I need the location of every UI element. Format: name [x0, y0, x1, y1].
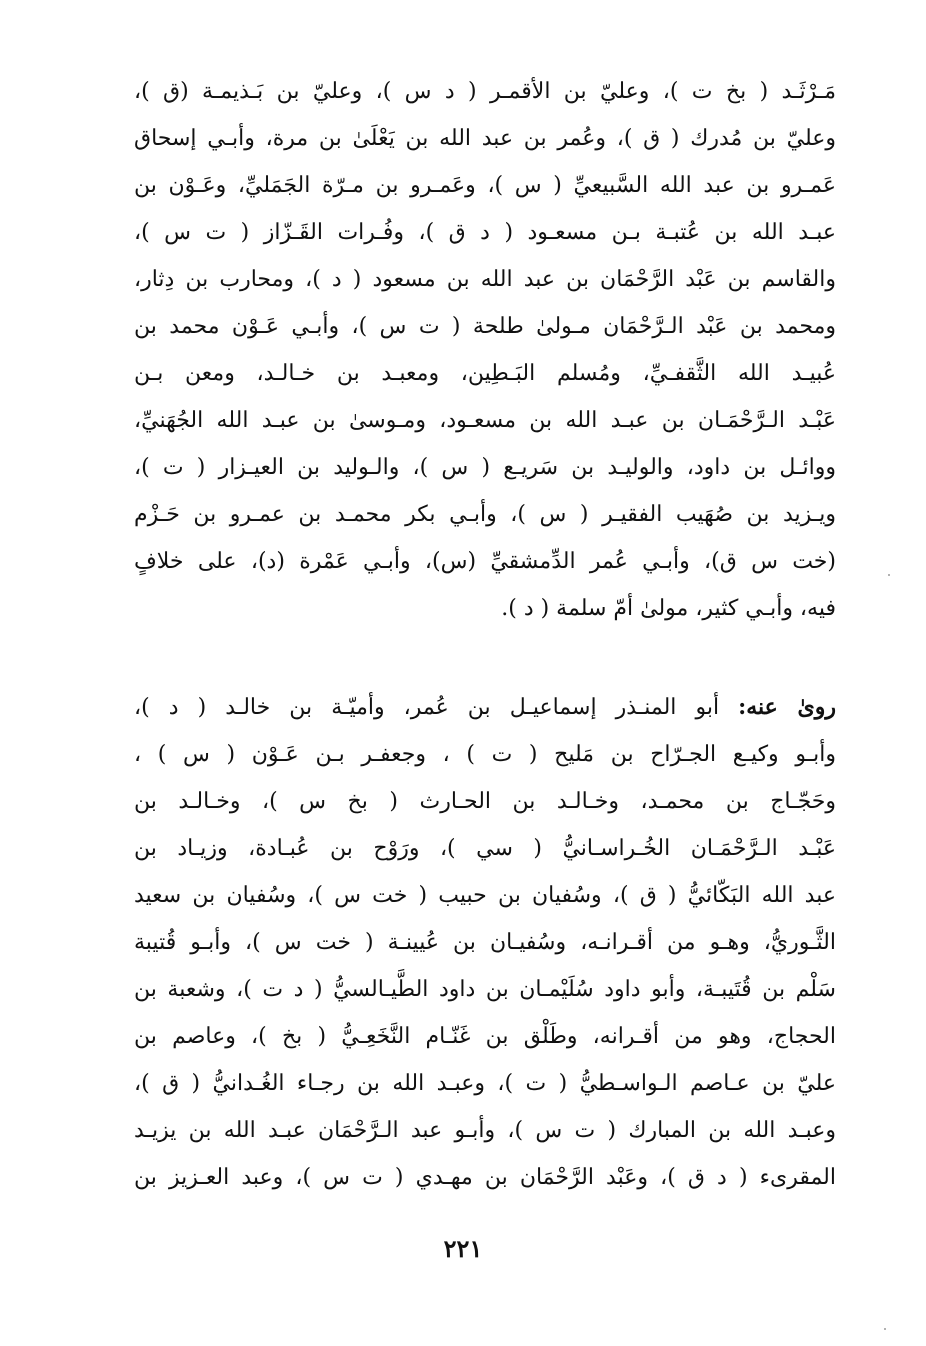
text-line-first: [134, 684, 836, 731]
scan-speck: [884, 1328, 886, 1330]
page-number: ٢٢١: [443, 1234, 483, 1263]
text-line: سَلْم بن قُتَيبـة، وأبو داود سُلَيْمـان بن داود الطَّيـالسيُّ ( د ت )، وشعبة بن: [134, 977, 836, 1002]
paragraph-narrators: [134, 684, 836, 1201]
text-line: وحَجّـاج بن محمـد، وخـالـد بن الحـارث ( بخ س )، وخـالـد بن: [134, 789, 836, 814]
text-line: عَمـرو بن عبد الله السَّبيعيِّ ( س )، وعَمـرو بن مـرّة الجَمَليِّ، وعَـوْن بن: [134, 173, 836, 198]
text-line: الحجاج، وهو من أقـرانه، وطَلْق بن غَنّـام النَّخَعِـيُّ ( بخ )، وعاصم بن: [134, 1024, 836, 1049]
text-line: عَبْـد الـرَّحْمَـان بن عبـد الله بن مسعـود، ومـوسىٰ بن عبـد الله الجُهَنيِّ،: [134, 408, 836, 433]
text-line: ووائـل بن داود، والوليـد بن سَريـع ( س )، والـوليد بن العيـزار ( ت )،: [134, 455, 836, 480]
text-line: عبد الله البَكّائيُّ ( ق )، وسُفيان بن حبيب ( خت س )، وسُفيان بن سعيد: [134, 883, 836, 908]
text-line: عُبيـد الله الثَّقفـيِّ، ومُسلم البَـطِين، ومعبـد بن خـالـد، ومعن بـن: [134, 361, 836, 386]
text-line: المقرىء ( د ق )، وعَبْد الرَّحْمَان بن مهـدي ( ت س )، وعبد العـزيز بن: [134, 1165, 836, 1190]
text-line: ومحمد بن عَبْد الـرَّحْمَان مـولىٰ طلحة ( ت س )، وأبـي عَـوْن محمد بن: [134, 314, 836, 339]
scan-speck: [888, 574, 890, 576]
text-line: مَـرْثَـد ( بخ ت )، وعليّ بن الأقمـر ( د س )، وعليّ بن بَـذيمـة (ق )،: [134, 79, 836, 104]
text-line: وعبـد الله بن المبارك ( ت س )، وأبـو عبد الـرَّحْمَان عبـد الله بن يزيـد: [134, 1118, 836, 1143]
text-line: عَبْـد الـرَّحْمَـان الخُـراسـانيُّ ( سي )، ورَوْح بن عُبـادة، وزيـاد بن: [134, 836, 836, 861]
text-line: وعليّ بن مُدرك ( ق )، وعُمر بن عبد الله بن يَعْلَىٰ بن مرة، وأبـي إسحاق: [134, 126, 836, 151]
text-line: ويـزيد بن صُهَيب الفقيـر ( س )، وأبـي بكر محمـد بن عمـرو بن حَـزْم: [134, 502, 836, 527]
text-line: عبـد الله بن عُتبـة بـن مسعـود ( د ق )، وفُـرات القَـزّاز ( ت س )،: [134, 220, 836, 245]
text-line: والقاسم بن عَبْد الرَّحْمَان بن عبد الله بن مسعود ( د )، ومحارب بن دِثار،: [134, 267, 836, 292]
section-lead: روىٰ عنه:: [738, 694, 836, 720]
text-line: الثَّـوريُّ، وهـو من أقـرانـه، وسُفيـان بن عُيينـة ( خت س )، وأبـو قُتيبة: [134, 930, 836, 955]
text-line: عليّ بن عـاصم الـواسـطيُّ ( ت )، وعبـد الله بن رجـاء الغُـدانيُّ ( ق )،: [134, 1071, 836, 1096]
text-line: فيه، وأبـي كثير، مولىٰ أمّ سلمة ( د ).: [501, 596, 836, 621]
text-line: وأبـو وكيـع الجـرّاح بن مَليح ( ت ) ، وجعفـر بـن عَـوْن ( س ) ،: [134, 742, 836, 767]
text-line: (خت س ق)، وأبـي عُمر الدِّمشقيِّ (س)، وأبـي عَمْرة (د)، على خلافٍ: [134, 549, 836, 574]
text-line-rest: أبو المنـذر إسماعيـل بن عُمر، وأميّـة بن خالـد ( د )،: [134, 695, 739, 720]
paragraph-teachers: [134, 68, 836, 632]
